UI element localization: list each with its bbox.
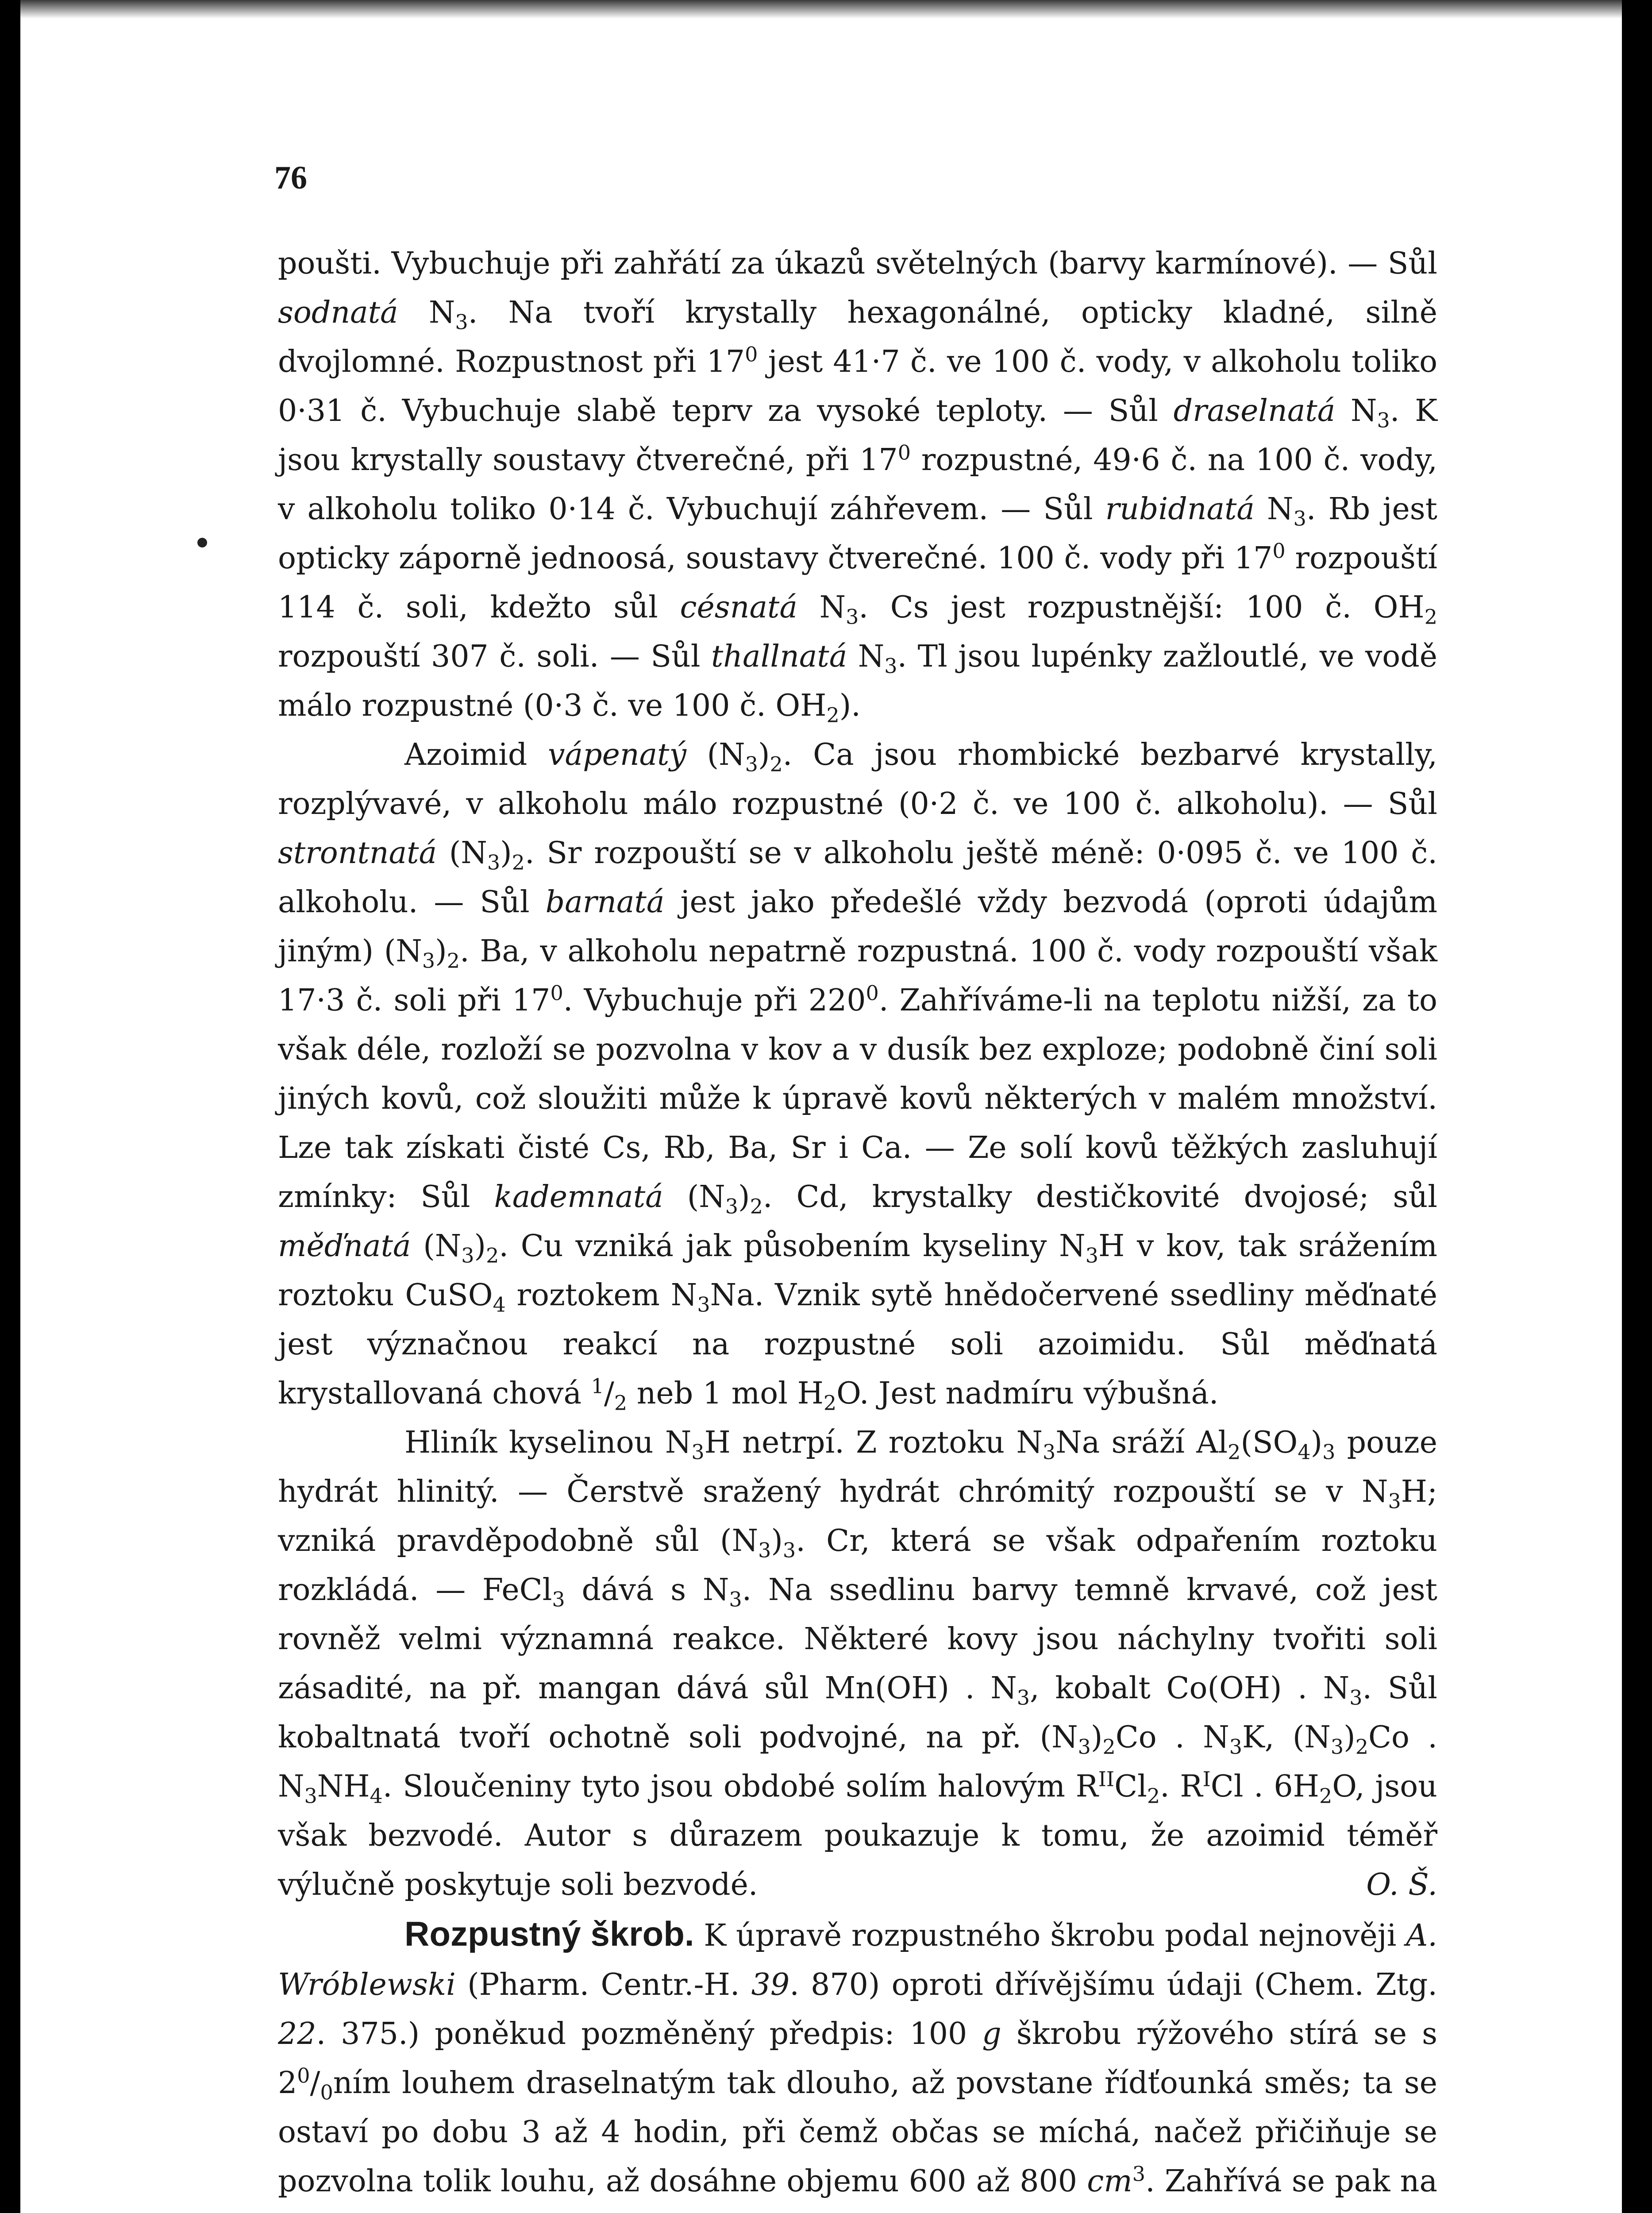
- page-number: 76: [274, 160, 307, 196]
- scan-left-border: [0, 0, 20, 2213]
- page-body: [278, 239, 1437, 2213]
- section-heading: Rozpustný škrob.: [404, 1914, 694, 1953]
- scan-top-edge: [0, 0, 1652, 19]
- author-name: A. Wróblewski: [278, 1918, 1437, 2002]
- paragraph-soluble-starch: Rozpustný škrob. K úpravě rozpustného škrobu podal nejnověji A. Wróblewski (Pharm. Centr.-H. 39. 870) oproti dřívějšímu údaji (Chem. Ztg. 22. 375.) poněkud pozměněný předpis: 100 g škrobu rýžového stírá se s $2^0/_0ním$ louhem draselnatým tak dlouho, až povstane řídťounká směs; ta se ostaví po dobu 3 až 4 hodin, při čemž občas se míchá, načež přičiňuje se pozvolna tolik louhu, až dosáhne objemu 600 až 800 $cm^3$. Zahřívá se pak na: [278, 1914, 1437, 2199]
- paragraph-azides-alkali: poušti. Vybuchuje při zahřátí za úkazů světelných (barvy karmínové). — Sůl sodnatá $N_3$. Na tvoří krystally hexagonálné, opticky kladné, silně dvojlomné. Rozpustnost při $17^0$ jest 41·7 č. ve 100 č. vody, v alkoholu toliko 0·31 č. Vybuchuje slabě teprv za vysoké teploty. — Sůl draselnatá $N_3$. K jsou krystally soustavy čtverečné, při $17^0$ rozpustné, 49·6 č. na 100 č. vody, v alkoholu toliko 0·14 č. Vybuchují záhřevem. — Sůl rubidnatá $N_3$. Rb jest opticky záporně jednoosá, soustavy čtverečné. 100 č. vody při $17^0$ rozpouští 114 č. soli, kdežto sůl césnatá $N_3$. Cs jest rozpustnější: 100 č. $OH_2$ rozpouští 307 č. soli. — Sůl thallnatá $N_3$. Tl jsou lupénky zažloutlé, ve vodě málo rozpustné (0·3 č. ve 100 č. $OH_2$).: [278, 246, 1438, 727]
- scan-right-border: [1622, 0, 1652, 2213]
- paragraph-azides-other-metals: Hliník kyselinou $N_3H$ netrpí. Z roztoku $N_3Na$ sráží $Al_2(SO_4)_3$ pouze hydrát hlinitý. — Čerstvě sražený hydrát chrómitý rozpouští se v $N_3H$; vzniká pravděpodobně sůl $(N_3)_3$. Cr, která se však odpařením roztoku rozkládá. — FeCl$_3$ dává s $N_3$. Na ssedlinu barvy temně krvavé, což jest rovněž velmi významná reakce. Některé kovy jsou náchylny tvořiti soli zásadité, na př. mangan dává sůl Mn(OH) . $N_3$, kobalt Co(OH) . $N_3$. Sůl kobaltnatá tvoří ochotně soli podvojné, na př. $(N_3)_2Co$ . $N_3K$, $(N_3)_2Co$ . $N_3NH_4$. Sloučeniny tyto jsou obdobé solím halovým $R^{II}Cl_2$. $R^ICl$ . $6H_2O$, jsou však bezvodé. Autor s důrazem poukazuje k tomu, že azoimid téměř výlučně poskytuje soli bezvodé. O. Š.: [278, 1418, 1437, 1909]
- margin-dot: [197, 538, 207, 547]
- paragraph-azides-alkaline-earth: Azoimid vápenatý $(N_3)_2$. Ca jsou rhombické bezbarvé krystally, rozplývavé, v alkoholu málo rozpustné (0·2 č. ve 100 č. alkoholu). — Sůl strontnatá $(N_3)_2$. Sr rozpouští se v alkoholu ještě méně: 0·095 č. ve 100 č. alkoholu. — Sůl barnatá jest jako předešlé vždy bezvodá (oproti údajům jiným) $(N_3)_2$. Ba, v alkoholu nepatrně rozpustná. 100 č. vody rozpouští však 17·3 č. soli při $17^0$. Vybuchuje při $220^0$. Zahříváme-li na teplotu nižší, za to však déle, rozloží se pozvolna v kov a v dusík bez exploze; podobně činí soli jiných kovů, což sloužiti může k úpravě kovů některých v malém množství. Lze tak získati čisté Cs, Rb, Ba, Sr i Ca. — Ze solí kovů těžkých zasluhují zmínky: Sůl kademnatá $(N_3)_2$. Cd, krystalky destičkovité dvojosé; sůl měďnatá $(N_3)_2$. Cu vzniká jak působením kyseliny $N_3H$ v kov, tak srážením roztoku CuSO$_4$ roztokem $N_3Na$. Vznik sytě hnědočervené ssedliny měďnaté jest význačnou reakcí na rozpustné soli azoimidu. Sůl měďnatá krystallovaná chová $^1/_2$ neb 1 mol $H_2O$. Jest nadmíru výbušná.: [278, 737, 1437, 1415]
- author-signature: O. Š.: [1366, 1867, 1437, 1902]
